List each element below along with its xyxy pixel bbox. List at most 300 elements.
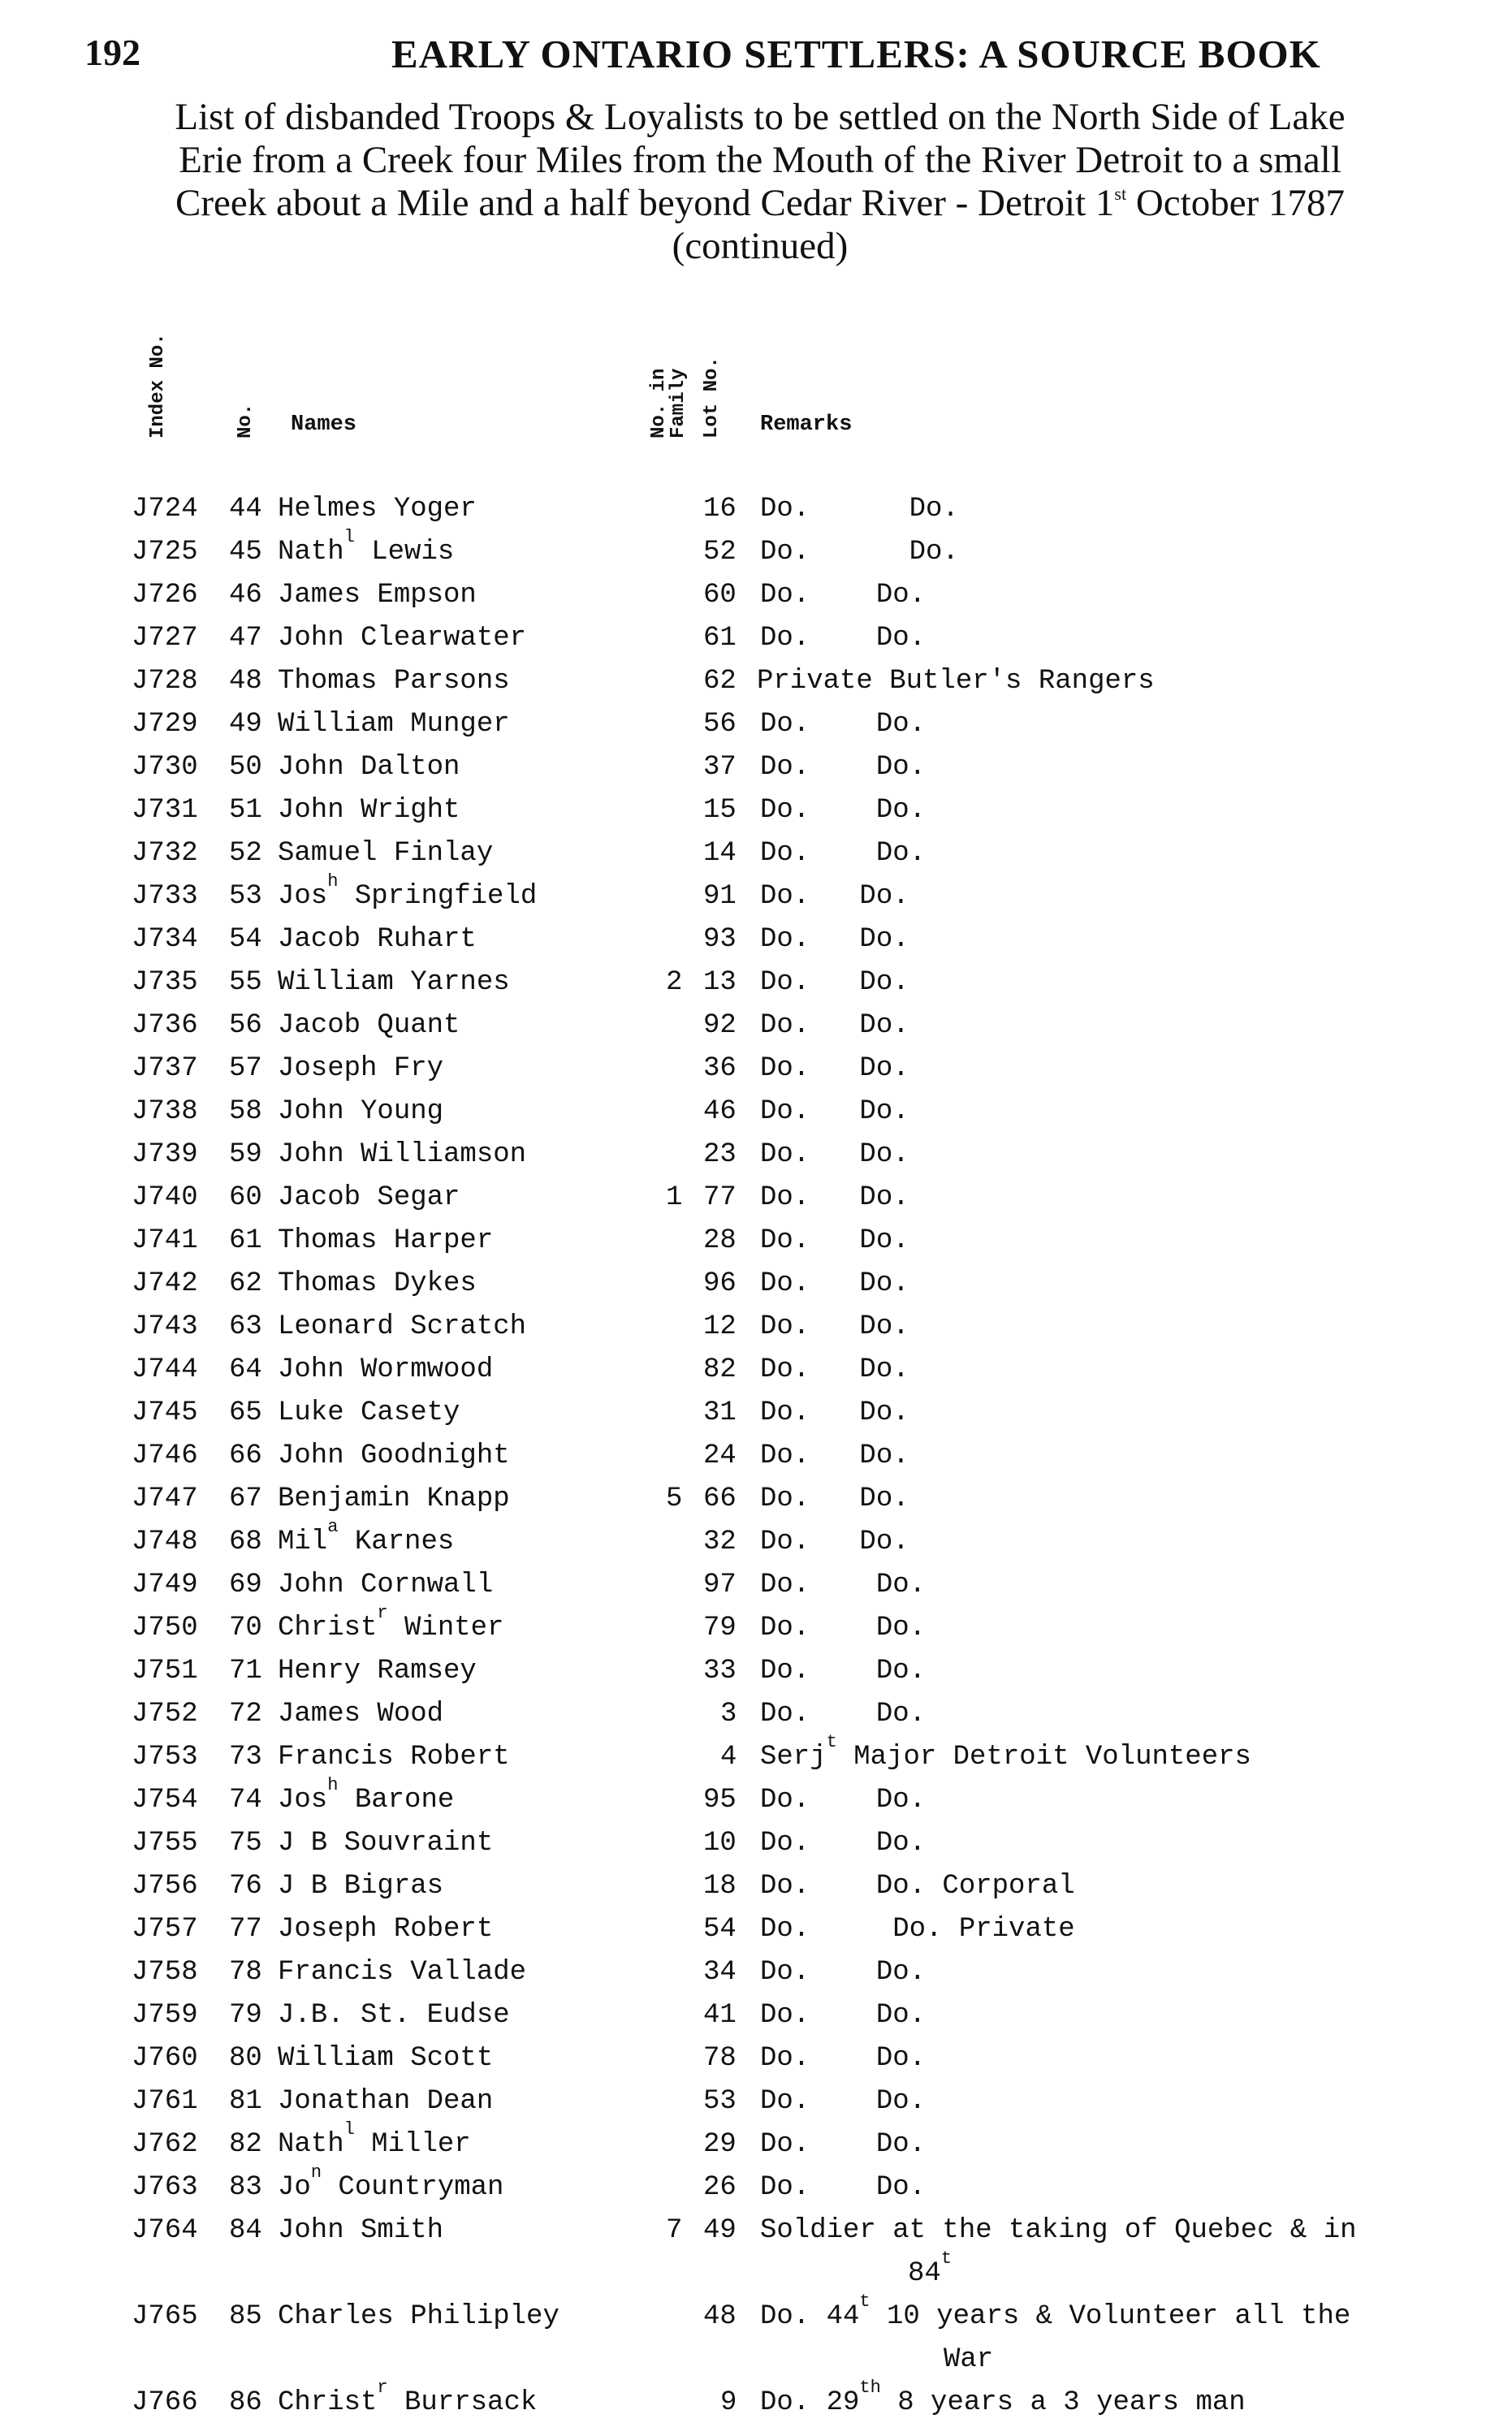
title-text: October 1787	[1126, 182, 1345, 224]
index-number: J743	[132, 1311, 198, 1342]
name-text: Samuel Finlay	[278, 838, 494, 869]
lot-number: 53	[703, 2086, 737, 2117]
remarks	[760, 2043, 926, 2074]
remarks	[760, 1010, 909, 1041]
name-text: John Wormwood	[278, 1354, 494, 1385]
settler-name	[278, 1699, 443, 1730]
name-superscript: l	[343, 527, 355, 547]
remarks-text: Do. Do.	[760, 1484, 909, 1514]
settler-name	[278, 1656, 477, 1687]
remarks-text: 10 years & Volunteer all the	[870, 2301, 1351, 2332]
name-text: Jos	[278, 1785, 328, 1816]
lot-number: 95	[703, 1785, 737, 1816]
settler-name	[278, 1311, 526, 1342]
remarks	[760, 1656, 926, 1687]
entry-number: 46	[229, 580, 262, 611]
entry-number: 44	[229, 494, 262, 525]
remarks	[760, 1268, 909, 1299]
remarks-text: Do. Do.	[760, 1010, 909, 1041]
index-number: J745	[132, 1397, 198, 1428]
settler-name	[278, 709, 510, 740]
name-text: Jonathan Dean	[278, 2086, 494, 2117]
remarks	[760, 709, 926, 740]
remarks	[760, 1397, 909, 1428]
name-text: Jacob Segar	[278, 1182, 460, 1213]
entry-number: 47	[229, 623, 262, 654]
lot-number: 4	[720, 1742, 737, 1773]
name-text: William Munger	[278, 709, 510, 740]
index-number: J758	[132, 1957, 198, 1988]
index-number: J725	[132, 537, 198, 568]
remarks-text: Do. Do.	[760, 1699, 927, 1730]
lot-number: 62	[703, 666, 737, 697]
lot-number: 93	[703, 924, 737, 955]
name-text: Jos	[278, 881, 328, 912]
index-number: J757	[132, 1914, 198, 1945]
settler-name	[278, 1484, 510, 1514]
name-text: Thomas Harper	[278, 1225, 494, 1256]
remarks-text: Private Butler's Rangers	[757, 666, 1155, 697]
remarks	[760, 580, 926, 611]
remarks-text: Do. Do.	[760, 967, 909, 998]
index-number: J730	[132, 752, 198, 783]
entry-number: 54	[229, 924, 262, 955]
family-count: 1	[666, 1182, 683, 1213]
index-number: J735	[132, 967, 198, 998]
lot-number: 36	[703, 1053, 737, 1084]
settler-name	[278, 1182, 460, 1213]
entry-number: 86	[229, 2387, 262, 2418]
column-header-lot: Lot No.	[701, 356, 723, 438]
lot-number: 46	[703, 1096, 737, 1127]
name-text: Joseph Robert	[278, 1914, 494, 1945]
name-text: Barone	[338, 1785, 455, 1816]
lot-number: 61	[703, 623, 737, 654]
lot-number: 96	[703, 1268, 737, 1299]
settler-name	[278, 2000, 510, 2031]
remarks	[760, 1732, 1251, 1773]
lot-number: 91	[703, 881, 737, 912]
entry-number: 73	[229, 1742, 262, 1773]
index-number: J750	[132, 1613, 198, 1643]
entry-number: 61	[229, 1225, 262, 1256]
remarks	[757, 666, 1155, 697]
lot-number: 24	[703, 1440, 737, 1471]
entry-number: 45	[229, 537, 262, 568]
index-number: J734	[132, 924, 198, 955]
remarks-text: Do. Do. Corporal	[760, 1871, 1075, 1902]
name-superscript: a	[327, 1517, 339, 1537]
entry-number: 65	[229, 1397, 262, 1428]
remarks	[760, 1440, 909, 1471]
settler-name	[278, 1096, 443, 1127]
remarks	[760, 1139, 909, 1170]
remarks-text: Do. Do.	[760, 1613, 927, 1643]
index-number: J741	[132, 1225, 198, 1256]
name-text: James Empson	[278, 580, 477, 611]
remarks-text: Do. Do.	[760, 2086, 927, 2117]
entry-number: 70	[229, 1613, 262, 1643]
page-number: 192	[84, 32, 140, 73]
lot-number: 3	[720, 1699, 737, 1730]
settler-name	[278, 967, 510, 998]
title-line: Erie from a Creek four Miles from the Mouth of the River Detroit to a small	[179, 139, 1341, 181]
remarks	[760, 1053, 909, 1084]
name-text: Miller	[354, 2129, 471, 2160]
entry-number: 63	[229, 1311, 262, 1342]
name-text: John Wright	[278, 795, 460, 826]
index-number: J763	[132, 2172, 198, 2203]
entry-number: 80	[229, 2043, 262, 2074]
lot-number: 49	[703, 2215, 737, 2246]
lot-number: 56	[703, 709, 737, 740]
remarks-text: Do. Do.	[760, 1182, 909, 1213]
entry-number: 67	[229, 1484, 262, 1514]
index-number: J739	[132, 1139, 198, 1170]
name-text: Jacob Ruhart	[278, 924, 477, 955]
remarks-text: Do. Do.	[760, 494, 959, 525]
name-text: Benjamin Knapp	[278, 1484, 510, 1514]
name-text: Henry Ramsey	[278, 1656, 477, 1687]
entry-number: 58	[229, 1096, 262, 1127]
entry-number: 64	[229, 1354, 262, 1385]
remarks	[760, 752, 926, 783]
index-number: J732	[132, 838, 198, 869]
settler-name	[278, 1440, 510, 1471]
remarks	[760, 2378, 1246, 2418]
column-header-no: No.	[235, 403, 257, 438]
name-text: Christ	[278, 2387, 378, 2418]
name-superscript: l	[343, 2119, 355, 2140]
entry-number: 57	[229, 1053, 262, 1084]
entry-number: 60	[229, 1182, 262, 1213]
title-superscript: st	[1114, 184, 1127, 204]
settler-name	[278, 527, 455, 568]
remarks-continuation	[944, 2344, 993, 2375]
name-superscript: r	[377, 2378, 388, 2398]
index-number: J727	[132, 623, 198, 654]
index-number: J765	[132, 2301, 198, 2332]
remarks-text: Major Detroit Volunteers	[836, 1742, 1251, 1773]
lot-number: 13	[703, 967, 737, 998]
settler-name	[278, 666, 510, 697]
remarks-text: Do. Do.	[760, 2000, 927, 2031]
name-text: Countryman	[322, 2172, 504, 2203]
remarks	[760, 494, 959, 525]
name-text: J B Bigras	[278, 1871, 444, 1902]
lot-number: 9	[720, 2387, 737, 2418]
index-number: J755	[132, 1828, 198, 1859]
lot-number: 14	[703, 838, 737, 869]
settler-name	[278, 1570, 493, 1600]
entry-number: 51	[229, 795, 262, 826]
remarks-text: Do. Do.	[760, 795, 927, 826]
index-number: J753	[132, 1742, 198, 1773]
entry-number: 81	[229, 2086, 262, 2117]
remarks-text: Do. Do.	[760, 537, 959, 568]
column-header-names: Names	[291, 412, 357, 437]
remarks-text: Do. Do.	[760, 1828, 927, 1859]
remarks	[760, 1484, 909, 1514]
title-text: Creek about a Mile and a half beyond Cedar River - Detroit 1	[175, 182, 1115, 224]
remarks	[760, 1570, 926, 1600]
lot-number: 23	[703, 1139, 737, 1170]
lot-number: 52	[703, 537, 737, 568]
settler-name	[278, 580, 477, 611]
name-text: John Clearwater	[278, 623, 527, 654]
name-text: Christ	[278, 1613, 378, 1643]
entry-number: 48	[229, 666, 262, 697]
name-text: Jo	[278, 2172, 311, 2203]
remarks	[760, 1096, 909, 1127]
remarks	[760, 1613, 926, 1643]
settler-name	[278, 623, 526, 654]
entry-number: 79	[229, 2000, 262, 2031]
lot-number: 18	[703, 1871, 737, 1902]
remarks-text: Do. Do.	[760, 881, 909, 912]
name-text: Francis Vallade	[278, 1957, 527, 1988]
remarks	[760, 2291, 1351, 2332]
lot-number: 37	[703, 752, 737, 783]
settler-name	[278, 795, 460, 826]
index-number: J737	[132, 1053, 198, 1084]
remarks-text: Do. 29	[760, 2387, 860, 2418]
remarks-text: Do. Do.	[760, 1311, 909, 1342]
column-header-family: No. in Family	[648, 368, 689, 438]
remarks-text: Do. Do.	[760, 1354, 909, 1385]
lot-number: 41	[703, 2000, 737, 2031]
index-number: J760	[132, 2043, 198, 2074]
lot-number: 92	[703, 1010, 737, 1041]
entry-number: 55	[229, 967, 262, 998]
settler-name	[278, 1742, 510, 1773]
entry-number: 82	[229, 2129, 262, 2160]
entry-number: 78	[229, 1957, 262, 1988]
remarks	[760, 838, 926, 869]
name-text: John Dalton	[278, 752, 460, 783]
name-text: Leonard Scratch	[278, 1311, 527, 1342]
lot-number: 28	[703, 1225, 737, 1256]
entry-number: 56	[229, 1010, 262, 1041]
entry-number: 49	[229, 709, 262, 740]
settler-name	[278, 1225, 493, 1256]
name-text: William Yarnes	[278, 967, 510, 998]
settler-name	[278, 2119, 471, 2160]
entry-number: 71	[229, 1656, 262, 1687]
remarks	[760, 1182, 909, 1213]
name-text: Lewis	[354, 537, 455, 568]
remarks-text: Do. Do.	[760, 2129, 927, 2160]
name-text: Jacob Quant	[278, 1010, 460, 1041]
index-number: J744	[132, 1354, 198, 1385]
title-line: List of disbanded Troops & Loyalists to be settled on the North Side of Lake	[175, 96, 1346, 138]
remarks-superscript: th	[859, 2378, 881, 2398]
remarks-text: Do. 44	[760, 2301, 860, 2332]
index-number: J736	[132, 1010, 198, 1041]
remarks-text: Serj	[760, 1742, 827, 1773]
remarks	[760, 967, 909, 998]
name-text: Joseph Fry	[278, 1053, 444, 1084]
settler-name	[278, 838, 493, 869]
settler-name	[278, 1828, 493, 1859]
entry-number: 74	[229, 1785, 262, 1816]
lot-number: 15	[703, 795, 737, 826]
remarks-text: Do. Do.	[760, 838, 927, 869]
name-superscript: h	[327, 871, 339, 892]
remarks	[760, 2215, 1357, 2246]
index-number: J764	[132, 2215, 198, 2246]
remarks	[760, 2086, 926, 2117]
index-number: J762	[132, 2129, 198, 2160]
name-text: Winter	[387, 1613, 504, 1643]
lot-number: 66	[703, 1484, 737, 1514]
lot-number: 29	[703, 2129, 737, 2160]
column-header-remarks: Remarks	[760, 412, 853, 437]
remarks	[760, 2000, 926, 2031]
lot-number: 60	[703, 580, 737, 611]
settler-name	[278, 2215, 443, 2246]
name-text: Karnes	[338, 1527, 455, 1557]
remarks	[760, 1828, 926, 1859]
remarks-text: Do. Do.	[760, 924, 909, 955]
remarks	[760, 881, 909, 912]
remarks-text: Do. Do.	[760, 2043, 927, 2074]
family-count: 5	[666, 1484, 683, 1514]
index-number: J749	[132, 1570, 198, 1600]
name-text: Thomas Dykes	[278, 1268, 477, 1299]
remarks-superscript: t	[940, 2248, 953, 2269]
settler-name	[278, 1010, 460, 1041]
remarks	[760, 2172, 926, 2203]
name-text: Nath	[278, 537, 344, 568]
settler-name	[278, 1053, 443, 1084]
remarks-text: Do. Do.	[760, 1785, 927, 1816]
index-number: J729	[132, 709, 198, 740]
entry-number: 83	[229, 2172, 262, 2203]
name-text: Luke Casety	[278, 1397, 460, 1428]
remarks-text: Do. Do.	[760, 1225, 909, 1256]
remarks-text: Do. Do.	[760, 1656, 927, 1687]
remarks-text: Do. Do.	[760, 1139, 909, 1170]
settler-name	[278, 494, 477, 525]
name-superscript: r	[377, 1603, 388, 1623]
remarks-text: War	[944, 2344, 994, 2375]
lot-number: 26	[703, 2172, 737, 2203]
remarks-text: Do. Do. Private	[760, 1914, 1075, 1945]
name-text: John Young	[278, 1096, 444, 1127]
remarks	[760, 623, 926, 654]
remarks	[760, 537, 959, 568]
entry-number: 50	[229, 752, 262, 783]
settler-name	[278, 1517, 455, 1557]
entry-number: 72	[229, 1699, 262, 1730]
settler-name	[278, 2086, 493, 2117]
index-number: J740	[132, 1182, 198, 1213]
remarks	[760, 1527, 909, 1557]
name-text: John Smith	[278, 2215, 444, 2246]
entry-number: 76	[229, 1871, 262, 1902]
remarks-text: Do. Do.	[760, 1440, 909, 1471]
settler-name	[278, 2301, 559, 2332]
lot-number: 54	[703, 1914, 737, 1945]
index-number: J724	[132, 494, 198, 525]
remarks-text: Do. Do.	[760, 1397, 909, 1428]
name-text: Mil	[278, 1527, 328, 1557]
index-number: J731	[132, 795, 198, 826]
name-text: Charles Philipley	[278, 2301, 559, 2332]
entry-number: 66	[229, 1440, 262, 1471]
entry-number: 59	[229, 1139, 262, 1170]
lot-number: 48	[703, 2301, 737, 2332]
settler-name	[278, 1871, 443, 1902]
settler-name	[278, 2162, 504, 2203]
lot-number: 78	[703, 2043, 737, 2074]
lot-number: 79	[703, 1613, 737, 1643]
index-number: J747	[132, 1484, 198, 1514]
lot-number: 77	[703, 1182, 737, 1213]
name-superscript: n	[310, 2162, 322, 2183]
remarks	[760, 2129, 926, 2160]
index-number: J766	[132, 2387, 198, 2418]
settler-name	[278, 1914, 493, 1945]
index-number: J738	[132, 1096, 198, 1127]
index-number: J728	[132, 666, 198, 697]
entry-number: 77	[229, 1914, 262, 1945]
settler-name	[278, 1775, 455, 1816]
remarks-text: Do. Do.	[760, 623, 927, 654]
name-text: Burrsack	[387, 2387, 538, 2418]
index-number: J733	[132, 881, 198, 912]
settler-name	[278, 924, 477, 955]
remarks-superscript: t	[826, 1732, 837, 1752]
index-number: J751	[132, 1656, 198, 1687]
entry-number: 84	[229, 2215, 262, 2246]
remarks-text: Soldier at the taking of Quebec & in	[760, 2215, 1357, 2246]
settler-name	[278, 1957, 526, 1988]
lot-number: 10	[703, 1828, 737, 1859]
name-text: William Scott	[278, 2043, 494, 2074]
name-text: Springfield	[338, 881, 538, 912]
index-number: J756	[132, 1871, 198, 1902]
running-title: EARLY ONTARIO SETTLERS: A SOURCE BOOK	[391, 32, 1321, 76]
remarks-text: Do. Do.	[760, 709, 927, 740]
settler-name	[278, 752, 460, 783]
name-text: John Cornwall	[278, 1570, 494, 1600]
index-number: J752	[132, 1699, 198, 1730]
name-text: John Williamson	[278, 1139, 527, 1170]
index-number: J754	[132, 1785, 198, 1816]
remarks-text: Do. Do.	[760, 1957, 927, 1988]
lot-number: 82	[703, 1354, 737, 1385]
settler-name	[278, 1354, 493, 1385]
remarks-text: Do. Do.	[760, 752, 927, 783]
entry-number: 62	[229, 1268, 262, 1299]
remarks-text: Do. Do.	[760, 580, 927, 611]
entry-number: 75	[229, 1828, 262, 1859]
lot-number: 16	[703, 494, 737, 525]
remarks	[760, 1871, 1075, 1902]
settler-name	[278, 2043, 493, 2074]
settler-name	[278, 871, 538, 912]
entry-number: 52	[229, 838, 262, 869]
name-text: Helmes Yoger	[278, 494, 477, 525]
entry-number: 68	[229, 1527, 262, 1557]
remarks-text: Do. Do.	[760, 1096, 909, 1127]
remarks	[760, 1354, 909, 1385]
index-number: J726	[132, 580, 198, 611]
index-number: J746	[132, 1440, 198, 1471]
remarks-text: 8 years a 3 years man	[880, 2387, 1246, 2418]
